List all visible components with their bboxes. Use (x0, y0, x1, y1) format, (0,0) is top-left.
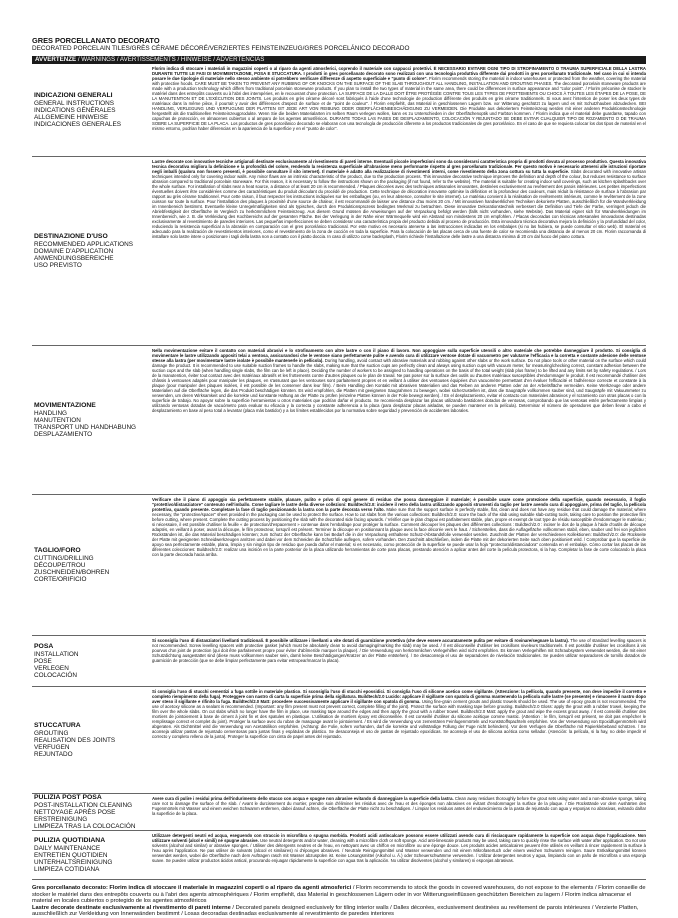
section-translations: HANDLING MANUTENTION TRANSPORT UND HANDHABUNG DESPLAZAMIENTO (34, 409, 137, 438)
section-text: The use of standard levelling spacers is not recommended. Screw levelling spacers with protective gasket (which must be absolutely clean to avoid damaging/marking the slab) may be used. / Il est déconseillé d'utiliser les croisillons niveleurs traditionnels. Il est possible d'utiliser les croisillons à vis pourvus d'un joint de protection (qui doit être parfaitement propre pour éviter d'abîmer/de marquer la plaque). / Die Verwendung von herkömmlichen Verlegehilfen wird nicht empfohlen. Es können Verlegehilfen mit Schraubsystem verwendet werden, die mit einer Schutzdichtung ausgestattet sind (diese muss vollkommen sauber sein, damit keine Beschädigungen/Kratzer an der Platte entstehen). / Se desaconseja el uso de separadores de nivelación tradicionales. Se pueden utilizar separadores de tornillo dotados de guarnición de protección (que se debe limpiar perfectamente para evitar estropear/marcar la placa). (152, 637, 646, 663)
warnings-header-bar (32, 56, 646, 64)
section-cutting (32, 495, 646, 636)
warnings-header-translations: / WARNINGS / AVERTISSEMENTS / HINWEISE / ADVERTENCIAS (76, 56, 265, 63)
section-title: PULIZIA POST POSA (34, 794, 102, 802)
footer-usage-note (32, 905, 646, 918)
section-lead-text: Verificare che il piano di appoggio sia perfettamente stabile, planare, pulito e privo di ogni genere di residuo che possa danneggiare il materiale; è possibile usare come protezione della superficie, quando necessario, il foglio "protettivo/distanziatore" contenuto nell'imballo. Come tagliare le lastre della diverse collezioni: Buildtech/2.0: incidere il retro della lastra utilizzando appositi strumenti da taglio per lastre avendo cura di appoggiare, prima del taglio, la pellicola protettiva, quando presente. Completare la fase di taglio posizionando la lastra con la parte decorata verso l'alto. (152, 496, 646, 512)
section-title: STUCCATURA (34, 722, 81, 730)
section-body (149, 687, 646, 793)
section-label (32, 157, 149, 345)
section-destination (32, 157, 646, 346)
section-title: POSA (34, 643, 54, 651)
section-body (149, 831, 646, 879)
section-translations: GENERAL INSTRUCTIONS INDICATIONS GÉNÉRALES ALLGEMEINE HINWEISE INDICACIONES GENERALES (34, 99, 122, 128)
footer-storage-translations: / Florim recommends to stock the goods in covered warehouses, do not expose to the elements / Florim conseille de stocker le matériel dans des entrepôts couverts ou à l'abri des agents atmosphériques / Florim empfiehlt, das Material in geschlossenen Lägern oder in vor Witterungseinflüssen geschützten Bereichen zu lagern / Florim indica almacenar el material en locales cubiertos o protegido de los agentes atmosféricos (32, 885, 646, 905)
section-text: Make sure that the support surface is perfectly stable, flat, clean and does not have any residue that could damage the material; where necessary, the "protective/spacer" sheet provided in the packaging can be used to protect the surface. How to cut slabs from the various collections: Buildtech/2.0: score the back of the slab using suitable slab-cutting tools, taking care to position the protective film before cutting, where present. Complete the cutting process by positioning the slab with the decorated side facing upwards. / Vérifier que le plan d'appui est parfaitement stable, plan, propre et exempt de tout type de résidu susceptible d'endommager le matériau ; si nécessaire, il est possible d'utiliser la feuille « de protection/d'espacement » contenue dans l'emballage pour protéger la surface. Comment découper les plaques des différentes collections : Buildtech/2.0 : inciser le dos de la plaque à l'aide d'outils de découpe adaptés, en veillant à poser, avant la découpe, le film protecteur, lorsqu'il est présent. Terminer la découpe en positionnant la plaque avec la face décorée vers le haut. / Sicherstellen, dass die Auflagefläche vollkommen stabil, eben, sauber und frei von jeglichen Rückständen ist, die das Material beschädigen könnten; zum Schutz der Oberfläche kann bei Bedarf die in der Verpackung enthaltene Schutz-/Abstandsfolie verwendet werden. Zuschnitt der Platten der verschiedenen Kollektionen: Buildtech/2.0: die Rückseite der Platte mit geeigneten Schneidwerkzeugen anritzen und dabei vor dem Schneiden die Schutzfolie auflegen, sofern vorhanden. Den Zuschnitt abschließen, indem die Platte mit der dekorierten Seite nach oben positioniert wird. / Comprobar que la superficie de apoyo sea perfectamente estable, plana, limpia y sin ningún tipo de residuo que pueda dañar el material; si es necesario, como protección de la superficie se puede usar la hoja "protectora/distanciadora" contenida en el embalaje. Cómo cortar las placas de las diferentes colecciones: Buildtech/2.0: realizar una incisión en la parte posterior de la placa utilizando herramientas de corte para placas, prestando atención a aplicar antes del corte la película protectora, si la hay. Completar la fase de corte colocando la placa con la parte decorada hacia arriba. (152, 506, 646, 558)
section-installation (32, 636, 646, 687)
section-lead-text: Si consiglia l'uso di stucchi cementizi a fuga sottile in materiale plastico. Si sconsiglia l'uso di stucchi epossidici. Si consiglia l'uso di silicone acetico come sigillante. (Attenzione: la pellicola, quando presente, non deve impedire il corretto e completo riempimento della fuga). Proteggere con nastro di carta la superficie prima della sigillatura. Buildtech/2.0 Lucido: applicare il sigillante con spatola di gomma mantenendo la pellicola sulle lastre (se presente) e rimuovere il nastro dopo aver steso il sigillante e rifinito la fuga. Buildtech/2.0 Matt: procedere successivamente applicare il sigillante con spatola di gomma. (152, 688, 646, 704)
section-translations: CUTTING/DRILLING DÉCOUPE/TROU ZUSCHNEIDEN/BOHREN CORTE/ORIFICIO (34, 554, 110, 583)
document-subtitle: DECORATED PORCELAIN TILES/GRÈS CÉRAME DÉCORÉ/VERZIERTES FEINSTEINZEUG/GRES PORCELÁNICO DECORADO (32, 45, 410, 52)
section-label (32, 495, 149, 635)
section-daily-cleaning (32, 831, 646, 880)
section-label (32, 831, 149, 879)
document-page (32, 36, 646, 918)
document-title: GRES PORCELLANATO DECORATO (32, 36, 160, 45)
section-general (32, 64, 646, 157)
section-translations: GROUTING REALISATION DES JOINTS VERFUGEN REJUNTADO (34, 729, 116, 758)
section-body (149, 495, 646, 635)
section-lead-text: Si sconsiglia l'uso di distanziatori livellanti tradizionali. È possibile utilizzare i livellanti a vite dotati di guarnizione protettiva (che deve essere accuratamente pulita per evitare di rovinare/segnare la lastra). (152, 637, 569, 643)
section-text: Using fine-grain cement grouts and plastic trowels should be used. The use of epoxy grouts is not recommended. The use of acetoxy silicone as a sealant is recommended. (Important: any film present must not prevent correct, complete filling of the joint). Protect the surface with masking tape before grouting. Buildtech/2.0 Gloss: apply the grout with a rubber trowel, keeping the film over the whole slabs. On cut slabs which no longer have the film in place, use masking tape around the edges and then apply the grout with a rubber trowel. Buildtech/2.0 Matt: apply the grout and wipe the excess grout away. / Il est conseillé d'utiliser des mortiers de jointoiement à base de ciment à joint fin et des spatules en plastique. L'utilisation de mortiers époxy est déconseillée. Il est conseillé d'utiliser du silicone acétique comme mastic. (Attention : le film, lorsqu'il est présent, ne doit pas empêcher le remplissage correct et complet du joint). Protéger la surface avec du ruban de masquage avant le jointoiement. / Es wird die Verwendung von zementären Feinfugenmörteln und Kunststoffspachteln empfohlen. Von der Verwendung von Epoxidfugenmörteln wird abgeraten. Als Dichtmittel wird die Verwendung von Acetatsilikon empfohlen. (Achtung: die Folie, sofern vorhanden, darf die korrekte und vollständige Füllung der Fuge nicht behindern). Vor dem Verfugen die Oberfläche mit Papierklebeband schützen. / Se aconseja utilizar pastas de rejuntado cementosas para juntas finas y espátulas de plástico. Se desaconseja el uso de pastas de rejuntado epoxídicas. Se aconseja el uso de silicona acética como sellador. (Atención: la película, si la hay, no debe impedir el correcto y completo relleno de la junta). Proteger la superficie con cinta de papel antes del rejuntado. (152, 698, 646, 739)
section-title: DESTINAZIONE D'USO (34, 233, 108, 241)
section-label (32, 794, 149, 830)
section-lead-text: Lastre decorate con innovative tecniche artigianali destinate esclusivamente al rivestimento di pareti interne. Eventuali piccole imperfezioni sono da considerarsi caratteristica propria di prodotti dovuta al processo produttivo. Questa innovativa tecnica decorativa migliora la definizione e la profondità del colore, rendendo la resistenza superficiale all'abrasione meno performante rispetto al gres porcellanato tradizionale. Per questo motivo è necessario attenersi alle istruzioni riportate negli imballi (qualora non fossero presenti, è possibile consultare il sito internet). Il materiale è adatto alla realizzazione di rivestimenti interni, come rivestimento della zona cottura su tutta la superficie. (152, 158, 646, 174)
section-lead-text: Utilizzare detergenti neutri ed acqua, eseguendo con straccio in microfibra o spugna morbida. Prodotti acidi antincalcare possono essere utilizzati avendo cura di risciacquare rapidamente la superficie con acqua dopo l'applicazione. Non utilizzare solventi (alcol e simili) né spugne abrasive. (152, 832, 646, 843)
footer-storage-note (32, 885, 646, 905)
section-text: Slabs decorated with innovative artisan techniques intended only for covering indoor walls. Any minor flaws are an intrinsic characteristic of the product, due to the production process. This innovative decorative technique improves the definition and depth of the colour, but reduces resistance to surface abrasion compared to traditional porcelain stoneware. For this reason, it is necessary to follow the instructions shown on the packaging (if not found, refer to the website). The material is suitable for creating indoor wall coverings, such as kitchen splashbacks over the whole surface. For installation of slabs near a heat source, a distance of at least 20 cm is recommended. / Plaques décorées avec des techniques artisanales innovantes, destinées exclusivement au revêtement des parois intérieures. Les petites imperfections éventuelles doivent être considérées comme des caractéristiques du produit découlant du procédé de production. Cette technique de décoration innovante optimise la définition et la profondeur des couleurs, mais réduit la résistance de surface à l'abrasion par rapport au grès cérame traditionnel. Pour cette raison, il faut respecter les instructions indiquées sur les emballages (ou, en leur absence, consulter le site internet). Le matériau convient à la réalisation de revêtements intérieurs, comme le revêtement de la zone cuisson sur toute la surface. Pour l'installation des plaques à proximité d'une source de chaleur, il est recommandé de laisser une distance d'au moins 20 cm. / Mit innovativen handwerklichen Techniken dekorierte Platten, ausschließlich für die Wandverkleidung im Innenbereich bestimmt. Eventuelle kleine Unregelmäßigkeiten sind als typisches, durch den Produktionsprozess bedingtes Merkmal zu betrachten. Diese innovative Dekorationstechnik verbessert die Definition und Tiefe der Farbe, verringert jedoch die Abriebfestigkeit der Oberfläche im Vergleich zu herkömmlichem Feinsteinzeug. Aus diesem Grund müssen die Anweisungen auf der Verpackung befolgt werden (falls nicht vorhanden, siehe Website). Das Material eignet sich für Wandverkleidungen im Innenbereich, wie z. B. die Verkleidung des Kochbereichs auf der gesamten Fläche. Bei der Verlegung in der Nähe einer Wärmequelle wird ein Abstand von mindestens 20 cm empfohlen. / Placas decoradas con técnicas artesanales innovadoras destinadas exclusivamente al revestimiento de paredes interiores. Las pequeñas imperfecciones se deben considerar una característica propia del producto debida al proceso de producción. Esta innovadora técnica decorativa mejora la definición y la profundidad del color, reduciendo la resistencia superficial a la abrasión en comparación con el gres porcelánico tradicional. Por este motivo es necesario atenerse a las instrucciones indicadas en los embalajes (si no las hubiera, se puede consultar el sitio web). El material es adecuado para la realización de revestimientos interiores, como el revestimiento de la zona de cocción en toda la superficie. Para la colocación de las placas cerca de una fuente de calor se recomienda una distancia de al menos 20 cm. Florim raccomanda di installare solo lastre intere o posizionare i tagli della lastra non a contatto con il piatto doccia. In caso di utilizzo come backsplash, Florim richiede l'installazione delle lastre a una distanza minima di 20 cm dal fuoco del piano cottura. (152, 168, 646, 240)
footer-notes (32, 885, 646, 918)
section-translations: POST-INSTALLATION CLEANING NETTOYAGE APRÈS POSE ERSTREINIGUNG LIMPIEZA TRAS LA COLOCACIÓN (34, 801, 136, 830)
section-text: Florim recommends storing the material in indoor warehouses or protected from the weather, covering the material with protective hoods. CARE MUST BE TAKEN TO PREVENT ANY RUBBING OF OR KNOCKS ON THE SURFACE OF THE SLAB THROUGHOUT ALL HANDLING, INSTALLATION AND GROUTING PHASES. The decorated porcelain stoneware products are made with a production technology which differs from traditional porcelain stoneware products. If you plan to install the two types of material in the same area, there could be differences in surface appearance and "color point". / Florim préconise de stocker le matériel dans des entrepôts couverts ou à l'abri des intempéries, en le recouvrant d'une protection. LA SURFACE DE LA DALLE DOIT ÊTRE PROTÉGÉE CONTRE TOUS LES TYPES DE FROTTEMENTS OU CHOCS À TOUTES LES ÉTAPES DE LA POSE, DE LA MANUTENTION ET DE L'EXÉCUTION DES JOINTS. Les produits en grès cérame décoré sont fabriqués à l'aide d'une technologie de production différente des produits en grès cérame traditionnels. Si vous avez l'intention de poser les deux types de matériaux dans la même pièce, il pourrait y avoir des différences d'aspect de surface et de "point de couleur". / Florim empfiehlt, das Material in geschlossenen Lagern bzw. vor Witterung geschützt zu lagern und es mit Schutzhauben abzudecken. BEI HANDLING, VERLEGUNG UND VERFUGUNG DER PLATTEN IST JEDE ART VON REIBUNG ODER OBERFLÄCHENBESCHÄDIGUNG ZU VERMEIDEN. Die Produkte aus dekoriertem Feinsteinzeug werden mit einer anderen Produktionstechnologie hergestellt als die traditionellen Feinsteinzeugprodukte. Wenn Sie die beiden Materialarten im selben Raum verlegen wollen, kann es zu Unterschieden in der Oberflächenoptik und Farbton kommen. / Florim indica que el material debe guardarse, tapado con capuchas de protección, en almacenes cubiertos o al amparo de los agentes atmosféricos. DURANTE TODAS LAS FASES DE DESPLAZAMIENTO, COLOCACIÓN Y REJUNTADO SE DEBE EVITAR CUALQUIER TIPO DE ROZAMIENTO O DE TRAUMA SOBRE LA SUPERFICIE DE LA PLACA. Los productos de gres porcelánico decorado se elaboran con una tecnología de producción diferente a los productos tradicionales de gres porcelánico. En el caso de que se requiera colocar los dos tipos de material en el mismo entorno, podrían haber diferencias en la apariencia de la superficie y en el "punto de color". (152, 75, 646, 132)
section-text: During handling, avoid contact with abrasive materials and rubbing against other slabs or the work surface. Do not place tools or other material on the surface which could damage the product. It is recommended to use suitable suction frames to handle the slabs, making sure that the suction cups are perfectly clean and always using suction cups with vacuum meter, for measuring/checking correct, constant adhesion between the suction cups and the slab (when handling single slabs, the film can be left in place). Deciding the number of workers to be assigned to handling operations on the basis of the total weight (slab plus frame) to be lifted and any limits set by safety regulations. / Lors de la manutention, éviter tout contact avec des matériaux abrasifs et les frottements contre d'autres plaques ou le plan de travail. Ne pas poser sur la surface des outils ou d'autres matériaux susceptibles d'endommager le produit. Il est recommandé d'utiliser des châssis à ventouses adaptés pour manipuler les plaques, en s'assurant que les ventouses sont parfaitement propres et en veillant à utiliser des ventouses équipées d'un vacuomètre permettant d'en évaluer l'efficacité et l'adhérence correcte et constante à la plaque (pour manipuler des plaques isolées, il est possible de les conserver dans leur film). / Beim Handling den Kontakt mit abrasiven Materialien und das Reiben an anderen Platten oder an der Arbeitsfläche vermeiden. Keine Werkzeuge oder andere Materialien auf die Oberfläche legen, die das Produkt beschädigen könnten. Es wird empfohlen, die Platten mit geeigneten Saugrahmen zu bewegen, wobei sicherzustellen ist, dass die Saugnäpfe vollkommen sauber sind, und Saugnäpfe mit Vakuummeter zu verwenden, um deren Wirksamkeit und die korrekte und konstante Haftung an der Platte zu prüfen (einzelne Platten können in der Folie bewegt werden). / En el desplazamiento, evitar el contacto con materiales abrasivos y el rozamiento con otras placas o con la superficie de trabajo. No apoyar sobre la superficie herramientas u otros materiales que podrían dañar el producto. Se recomienda desplazar las placas utilizando bastidores dotados de ventosas, comprobando que las ventosas estén perfectamente limpias y utilizando ventosas dotadas de vacuómetro para evaluar su eficacia y la correcta y constante adherencia a la placa (para desplazar placas aisladas, se pueden mantener en la película). Determinar el número de operadores que deben llevar a cabo el desplazamiento en base al peso total a levantar (placa más bastidor) y a los límites establecidos por la normativa sobre seguridad y prevención de accidentes laborales. (152, 357, 646, 414)
section-post-installation-cleaning (32, 794, 646, 831)
section-body (149, 794, 646, 830)
footer-usage-bold: Lastre decorate destinate esclusivamente al rivestimento di pareti interne (32, 904, 231, 911)
footer-usage-translations: / Decorated panels designed exclusively for tiling interior walls / Dalles décorées, exclusivement destinées au revêtement de parois intérieures / Verzierte Platten, ausschließlich zur Verkleidung von Innenwänden bestimmt / Losas decoradas destinadas exclusivamente al revestimiento de paredes interiores (32, 904, 639, 918)
section-translations: RECOMMENDED APPLICATIONS DOMAINE D'APPLICATION ANWENDUNGSBEREICHE USO PREVISTO (34, 240, 133, 269)
section-title: PULIZIA QUOTIDIANA (34, 837, 106, 845)
warnings-header-bold: AVVERTENZE (35, 56, 77, 63)
section-title: TAGLIO/FORO (34, 547, 81, 555)
section-label (32, 64, 149, 156)
section-handling (32, 346, 646, 495)
section-label (32, 687, 149, 793)
section-body (149, 636, 646, 686)
section-body (149, 346, 646, 494)
section-text: Use neutral detergents and/or water, cleaning with a microfibre cloth or soft sponge. Acid anti-limescale products may be used, taking care to quickly rinse the surface with water after application. Do not use solvents (alcohol and similar) or abrasive sponges. / Utiliser des détergents neutres et de l'eau, en nettoyant avec un chiffon en microfibre ou une éponge douce. Les produits acides anticalcaires peuvent être utilisés en veillant à rincer rapidement la surface à l'eau après l'application. Ne pas utiliser de solvants (alcool et similaires) ni d'éponges abrasives. / Neutrale Reinigungsmittel und Wasser verwenden und mit einem Mikrofasertuch oder einem weichen Schwamm reinigen. Saure Entkalkungsmittel können verwendet werden, wobei die Oberfläche nach dem Auftragen rasch mit Wasser abzuspülen ist. Keine Lösungsmittel (Alkohol u. Ä.) oder Scheuerschwämme verwenden. / Utilizar detergentes neutros y agua, limpiando con un paño de microfibra o una esponja suave. Se pueden utilizar productos ácidos antical, procurando enjuagar rápidamente la superficie con agua tras la aplicación. No utilizar disolventes (alcohol y similares) ni esponjas abrasivas. (152, 837, 646, 863)
section-text: Clean away residues thoroughly before the grout sets using water and a non-abrasive sponge, taking care not to damage the surface of the slab. / Avant le durcissement du mortier, prendre soin d'éliminer les résidus avec de l'eau et des éponges non abrasives en évitant d'endommager la surface de la plaque. / Die Rückstände vor dem Aushärten des Fugenmörtels mit Wasser und einem weichen Schwamm entfernen, dabei darauf achten, die Oberfläche der Platte nicht zu beschädigen. / Limpiar los residuos antes del endurecimiento de la pasta de rejuntado con agua y esponjas no abrasivas, evitando dañar la superficie de la placa. (152, 795, 646, 816)
section-lead-text: Nella movimentazione evitare il contatto con materiali abrasivi e lo strofinamento con altre lastre o con il piano di lavoro. Non appoggiare sulla superficie utensili o altro materiale che potrebbe danneggiare il prodotto. Si consiglia di movimentare le lastre utilizzando appositi telai a ventosa, assicurandosi che le ventose siano perfettamente pulite e avendo cura di utilizzare ventose dotate di vacuometro per valutarne l'efficacia e la corretta e costante adesione delle ventose stesse alla lastra (per movimentare lastre isolate è possibile mantenerle in pellicola). (152, 347, 646, 363)
section-translations: DAILY MAINTENANCE ENTRETIEN QUOTIDIEN UNTERHALTSREINIGUNG LIMPIEZA COTIDIANA (34, 844, 113, 873)
section-translations: INSTALLATION POSE VERLEGEN COLOCACIÓN (34, 650, 79, 679)
section-title: INDICAZIONI GENERALI (34, 92, 113, 100)
section-title: MOVIMENTAZIONE (34, 402, 96, 410)
section-lead-text: Avere cura di pulire i residui prima dell'indurimento dello stucco con acqua e spugne non abrasive evitando di danneggiare la superficie della lastra. (152, 795, 454, 801)
section-label (32, 346, 149, 494)
section-label (32, 636, 149, 686)
section-body (149, 157, 646, 345)
footer-storage-bold: Gres porcellanato decorato: Florim indica di stoccare il materiale in magazzini coperti o al riparo da agenti atmosferici (32, 885, 352, 891)
section-body (149, 64, 646, 156)
section-grouting (32, 687, 646, 794)
section-lead-text: Florim indica di stoccare i materiali in magazzini coperti o al riparo da agenti atmosferici, coprendo il materiale con cappucci protettivi. È NECESSARIO EVITARE OGNI TIPO DI STROFINAMENTO O TRAUMA SUPERFICIALE DELLA LASTRA DURANTE TUTTE LE FASI DI MOVIMENTAZIONE, POSA E STUCCATURA. I prodotti in gres porcellanato decorato sono realizzati con una tecnologia produttiva differente dai prodotti in gres porcellanato tradizionale. Nel caso in cui si intenda posare le due tipologie di materiale nello stesso ambiente si potrebbero verificare differenze di aspetto superficiale e "punto di colore". (152, 65, 646, 81)
